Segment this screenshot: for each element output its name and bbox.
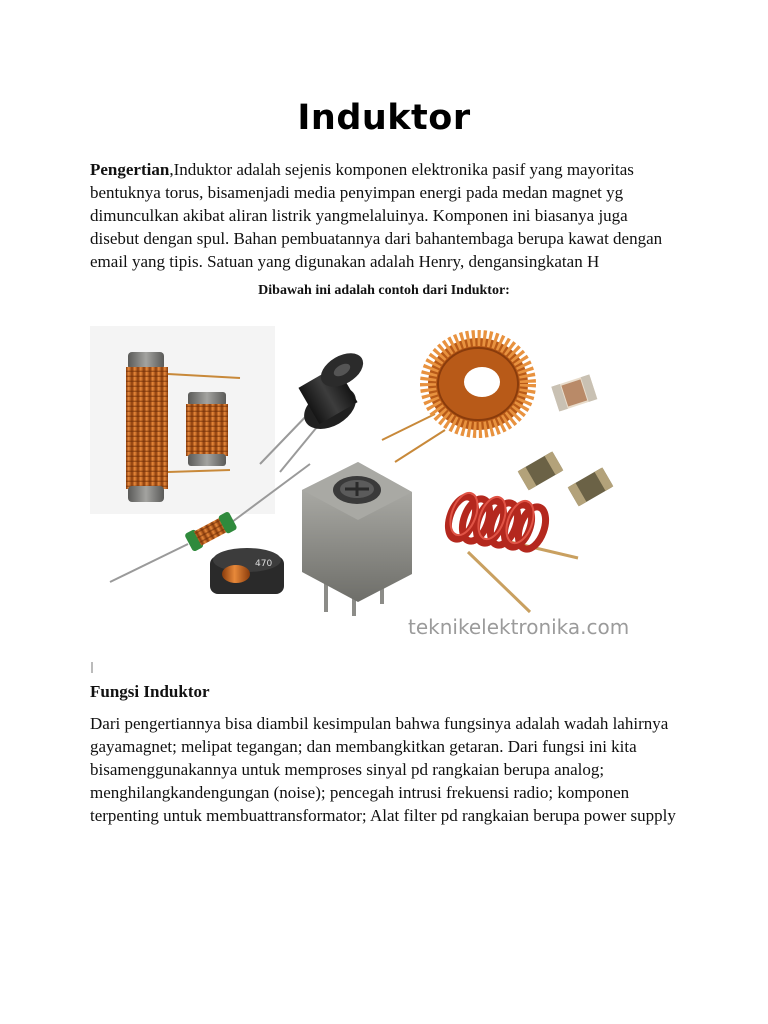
section-body: Dari pengertiannya bisa diambil kesimpulan bahwa fungsinya adalah wadah lahirnya gayamagnet; melipat tegangan; dan membangkitkan getaran. Dari fungsi ini kita bisamenggunakannya untuk memproses sinyal pd rangkaian berupa analog; menghilangkandengungan (noise); pencegah intrusi frekuensi radio; komponen terpenting untuk membuattransformator; Alat filter pd rangkaian berupa power supply	[90, 714, 676, 825]
intro-text: ,Induktor adalah sejenis komponen elektronika pasif yang mayoritas bentuknya torus, bisamenjadi media penyimpan energi pada medan magnet yg dimunculkan akibat aliran listrik yangmelaluinya. Komponen ini biasanya juga disebut dengan spul. Bahan pembuatannya dari bahantembaga berupa kawat dengan email yang tipis. Satuan yang digunakan adalah Henry, dengansingkatan H	[90, 160, 663, 271]
smd-power-inductor	[210, 548, 284, 594]
small-mark	[91, 662, 93, 673]
drum-core-inductor-small	[186, 392, 228, 466]
smd-chip-inductors	[518, 374, 614, 506]
watermark: teknikelektronika.com	[408, 615, 630, 639]
inductor-photo	[90, 322, 660, 652]
intro-label: Pengertian	[90, 160, 170, 179]
page-title: Induktor	[297, 98, 471, 138]
smd-marking: 470	[255, 559, 273, 569]
figure-caption: Dibawah ini adalah contoh dari Induktor:	[258, 283, 510, 298]
toroid-inductor	[382, 338, 528, 462]
inductor-illustration	[90, 322, 660, 652]
air-core-red-inductor	[443, 489, 578, 612]
intro-paragraph	[90, 158, 680, 273]
section-heading: Fungsi Induktor	[90, 682, 210, 701]
adjustable-shielded-inductor	[302, 462, 412, 616]
radial-choke-inductor	[260, 346, 369, 472]
